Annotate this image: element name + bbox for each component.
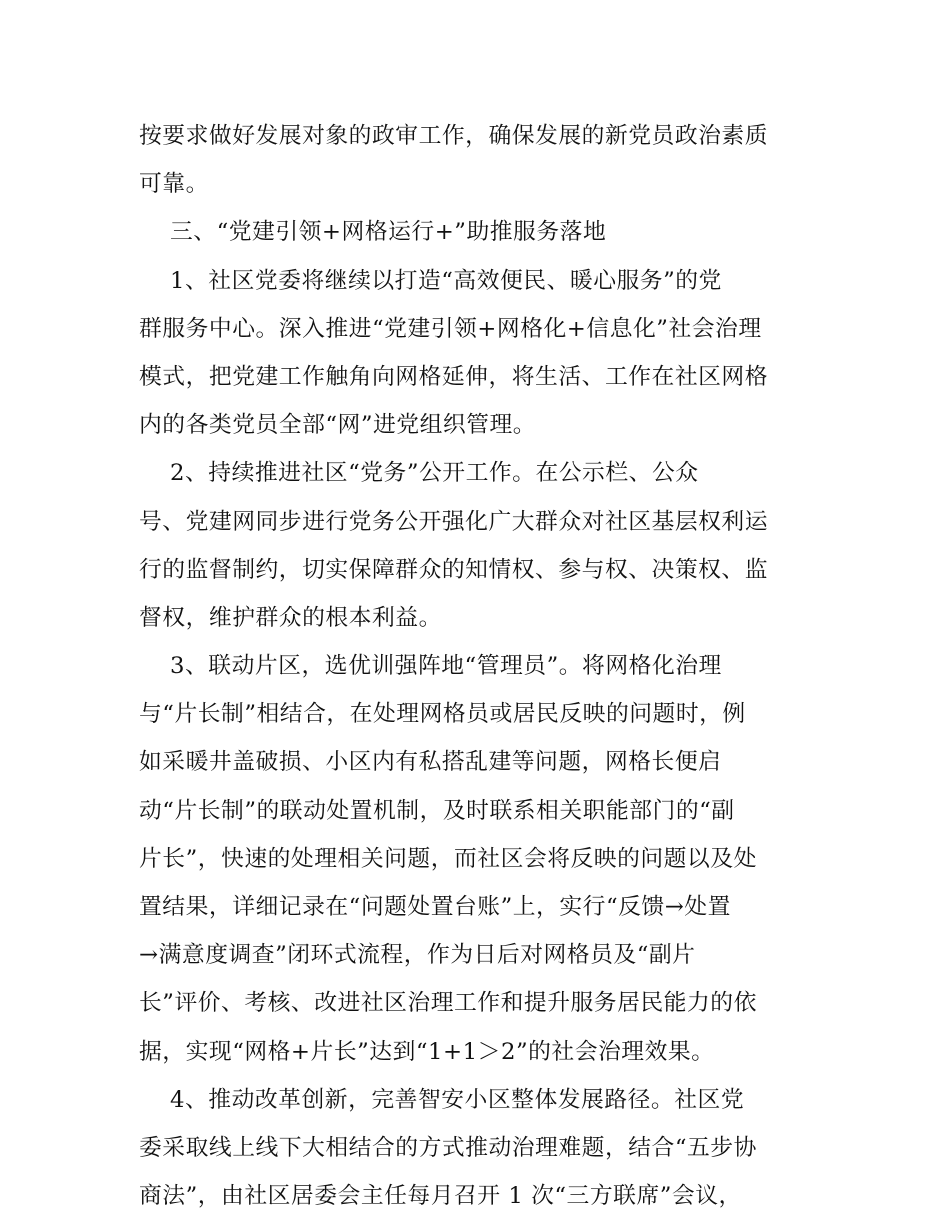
text-line: 督权，维护群众的根本利益。 — [139, 604, 442, 631]
text-line: 片长”，快速的处理相关问题，而社区会将反映的问题以及处 — [139, 845, 757, 872]
text-line: 2、持续推进社区“党务”公开工作。在公示栏、公众 — [139, 460, 699, 487]
text-line: 长”评价、考核、改进社区治理工作和提升服务居民能力的依 — [139, 990, 757, 1017]
text-line: 群服务中心。深入推进“党建引领+网格化+信息化”社会治理 — [139, 315, 762, 342]
text-line: 4、推动改革创新，完善智安小区整体发展路径。社区党 — [139, 1086, 745, 1113]
section-heading: 三、“党建引领+网格运行+”助推服务落地 — [139, 219, 607, 246]
text-line: 据，实现“网格+片长”达到“1+1＞2”的社会治理效果。 — [139, 1038, 715, 1065]
text-line: 行的监督制约，切实保障群众的知情权、参与权、决策权、监 — [139, 556, 769, 583]
text-line: 模式，把党建工作触角向网格延伸，将生活、工作在社区网格 — [139, 363, 769, 390]
text-line: 内的各类党员全部“网”进党组织管理。 — [139, 412, 537, 439]
text-line: 与“片长制”相结合，在处理网格员或居民反映的问题时，例 — [139, 701, 746, 728]
text-line: 可靠。 — [139, 171, 209, 198]
text-line: 置结果，详细记录在“问题处置台账”上，实行“反馈→处置 — [139, 894, 731, 920]
text-line: 商法”，由社区居委会主任每月召开 1 次“三方联席”会议， — [139, 1183, 742, 1210]
text-line: 3、联动片区，选优训强阵地“管理员”。将网格化治理 — [139, 653, 722, 680]
text-line: 委采取线上线下大相结合的方式推动治理难题，结合“五步协 — [139, 1134, 757, 1161]
text-line: 动“片长制”的联动处置机制，及时联系相关职能部门的“副 — [139, 797, 735, 824]
text-line: 按要求做好发展对象的政审工作，确保发展的新党员政治素质 — [139, 123, 769, 149]
text-line: 如采暖井盖破损、小区内有私搭乱建等问题，网格长便启 — [139, 749, 722, 776]
text-line: →满意度调查”闭环式流程，作为日后对网格员及“副片 — [139, 942, 696, 969]
text-line: 号、党建网同步进行党务公开强化广大群众对社区基层权利运 — [139, 508, 769, 535]
document-body — [139, 112, 819, 1220]
text-line: 1、社区党委将继续以打造“高效便民、暖心服务”的党 — [139, 267, 722, 294]
